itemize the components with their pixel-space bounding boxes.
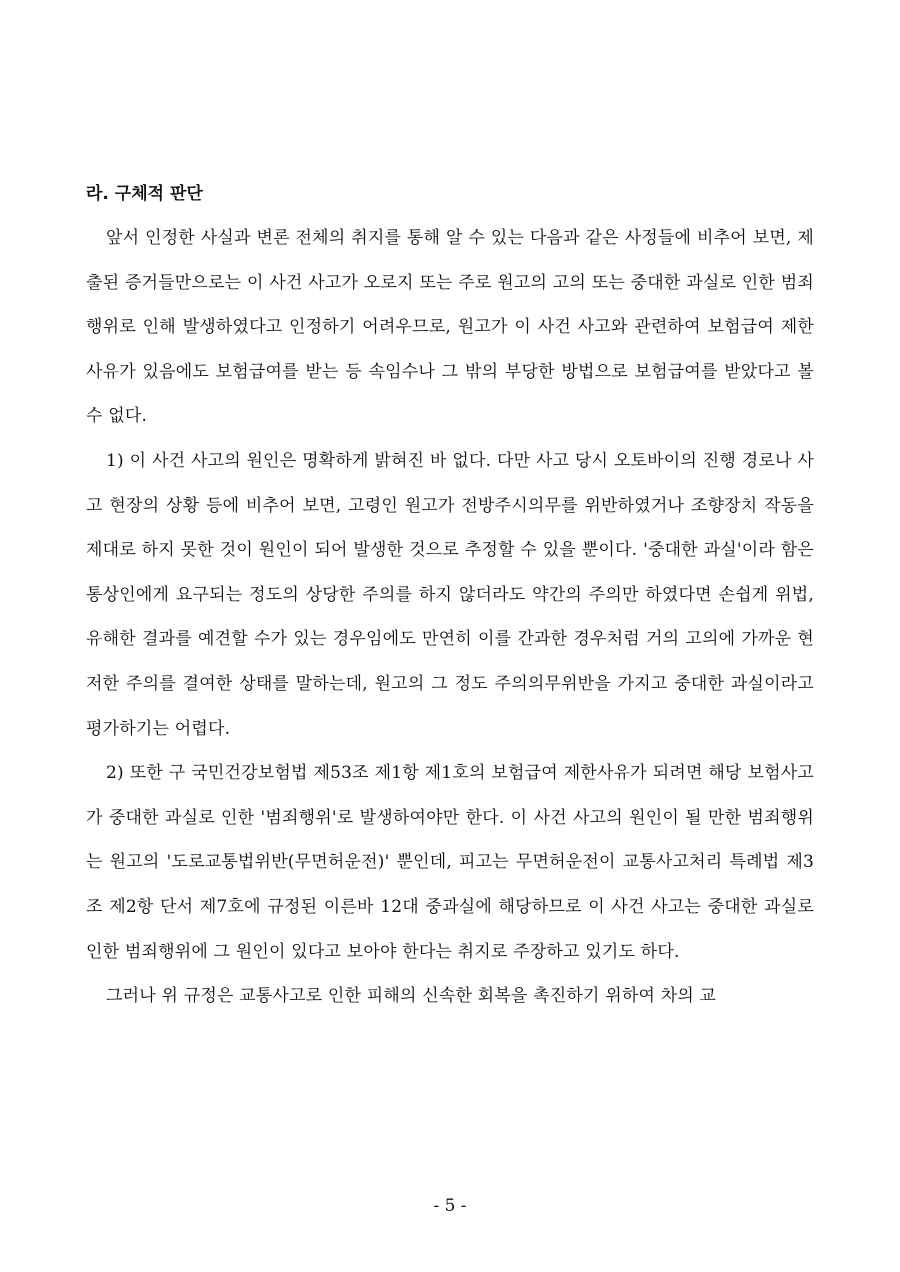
paragraph-intro: 앞서 인정한 사실과 변론 전체의 취지를 통해 알 수 있는 다음과 같은 사정들에 비추어 보면, 제출된 증거들만으로는 이 사건 사고가 오로지 또는 주로 원고의 고의 또는 중대한 과실로 인한 범죄행위로 인해 발생하였다고 인정하기 어려우므로, 원고가 이 사건 사고와 관련하여 보험급여 제한사유가 있음에도 보험급여를 받는 등 속임수나 그 밖의 부당한 방법으로 보험급여를 받았다고 볼 수 없다. (86, 228, 814, 427)
paragraph-point-2: 2) 또한 구 국민건강보험법 제53조 제1항 제1호의 보험급여 제한사유가 되려면 해당 보험사고가 중대한 과실로 인한 '범죄행위'로 발생하여야만 한다. 이 사건 사고의 원인이 될 만한 범죄행위는 원고의 '도로교통법위반(무면허운전)' 뿐인데, 피고는 무면허운전이 교통사고처리 특례법 제3조 제2항 단서 제7호에 규정된 이른바 12대 중과실에 해당하므로 이 사건 사고는 중대한 과실로 인한 범죄행위에 그 원인이 있다고 보아야 한다는 취지로 주장하고 있기도 하다. (86, 763, 814, 962)
document-page (86, 172, 814, 1019)
section-heading: 라. 구체적 판단 (86, 184, 203, 204)
paragraph-point-1: 1) 이 사건 사고의 원인은 명확하게 밝혀진 바 없다. 다만 사고 당시 오토바이의 진행 경로나 사고 현장의 상황 등에 비추어 보면, 고령인 원고가 전방주시의무를 위반하였거나 조향장치 작동을 제대로 하지 못한 것이 원인이 되어 발생한 것으로 추정할 수 있을 뿐이다. '중대한 과실'이라 함은 통상인에게 요구되는 정도의 상당한 주의를 하지 않더라도 약간의 주의만 하였다면 손쉽게 위법, 유해한 결과를 예견할 수가 있는 경우임에도 만연히 이를 간과한 경우처럼 거의 고의에 가까운 현저한 주의를 결여한 상태를 말하는데, 원고의 그 정도 주의의무위반을 가지고 중대한 과실이라고 평가하기는 어렵다. (86, 450, 814, 739)
page-number: - 5 - (433, 1196, 467, 1216)
paragraph-continuation: 그러나 위 규정은 교통사고로 인한 피해의 신속한 회복을 촉진하기 위하여 차의 교 (106, 986, 717, 1007)
